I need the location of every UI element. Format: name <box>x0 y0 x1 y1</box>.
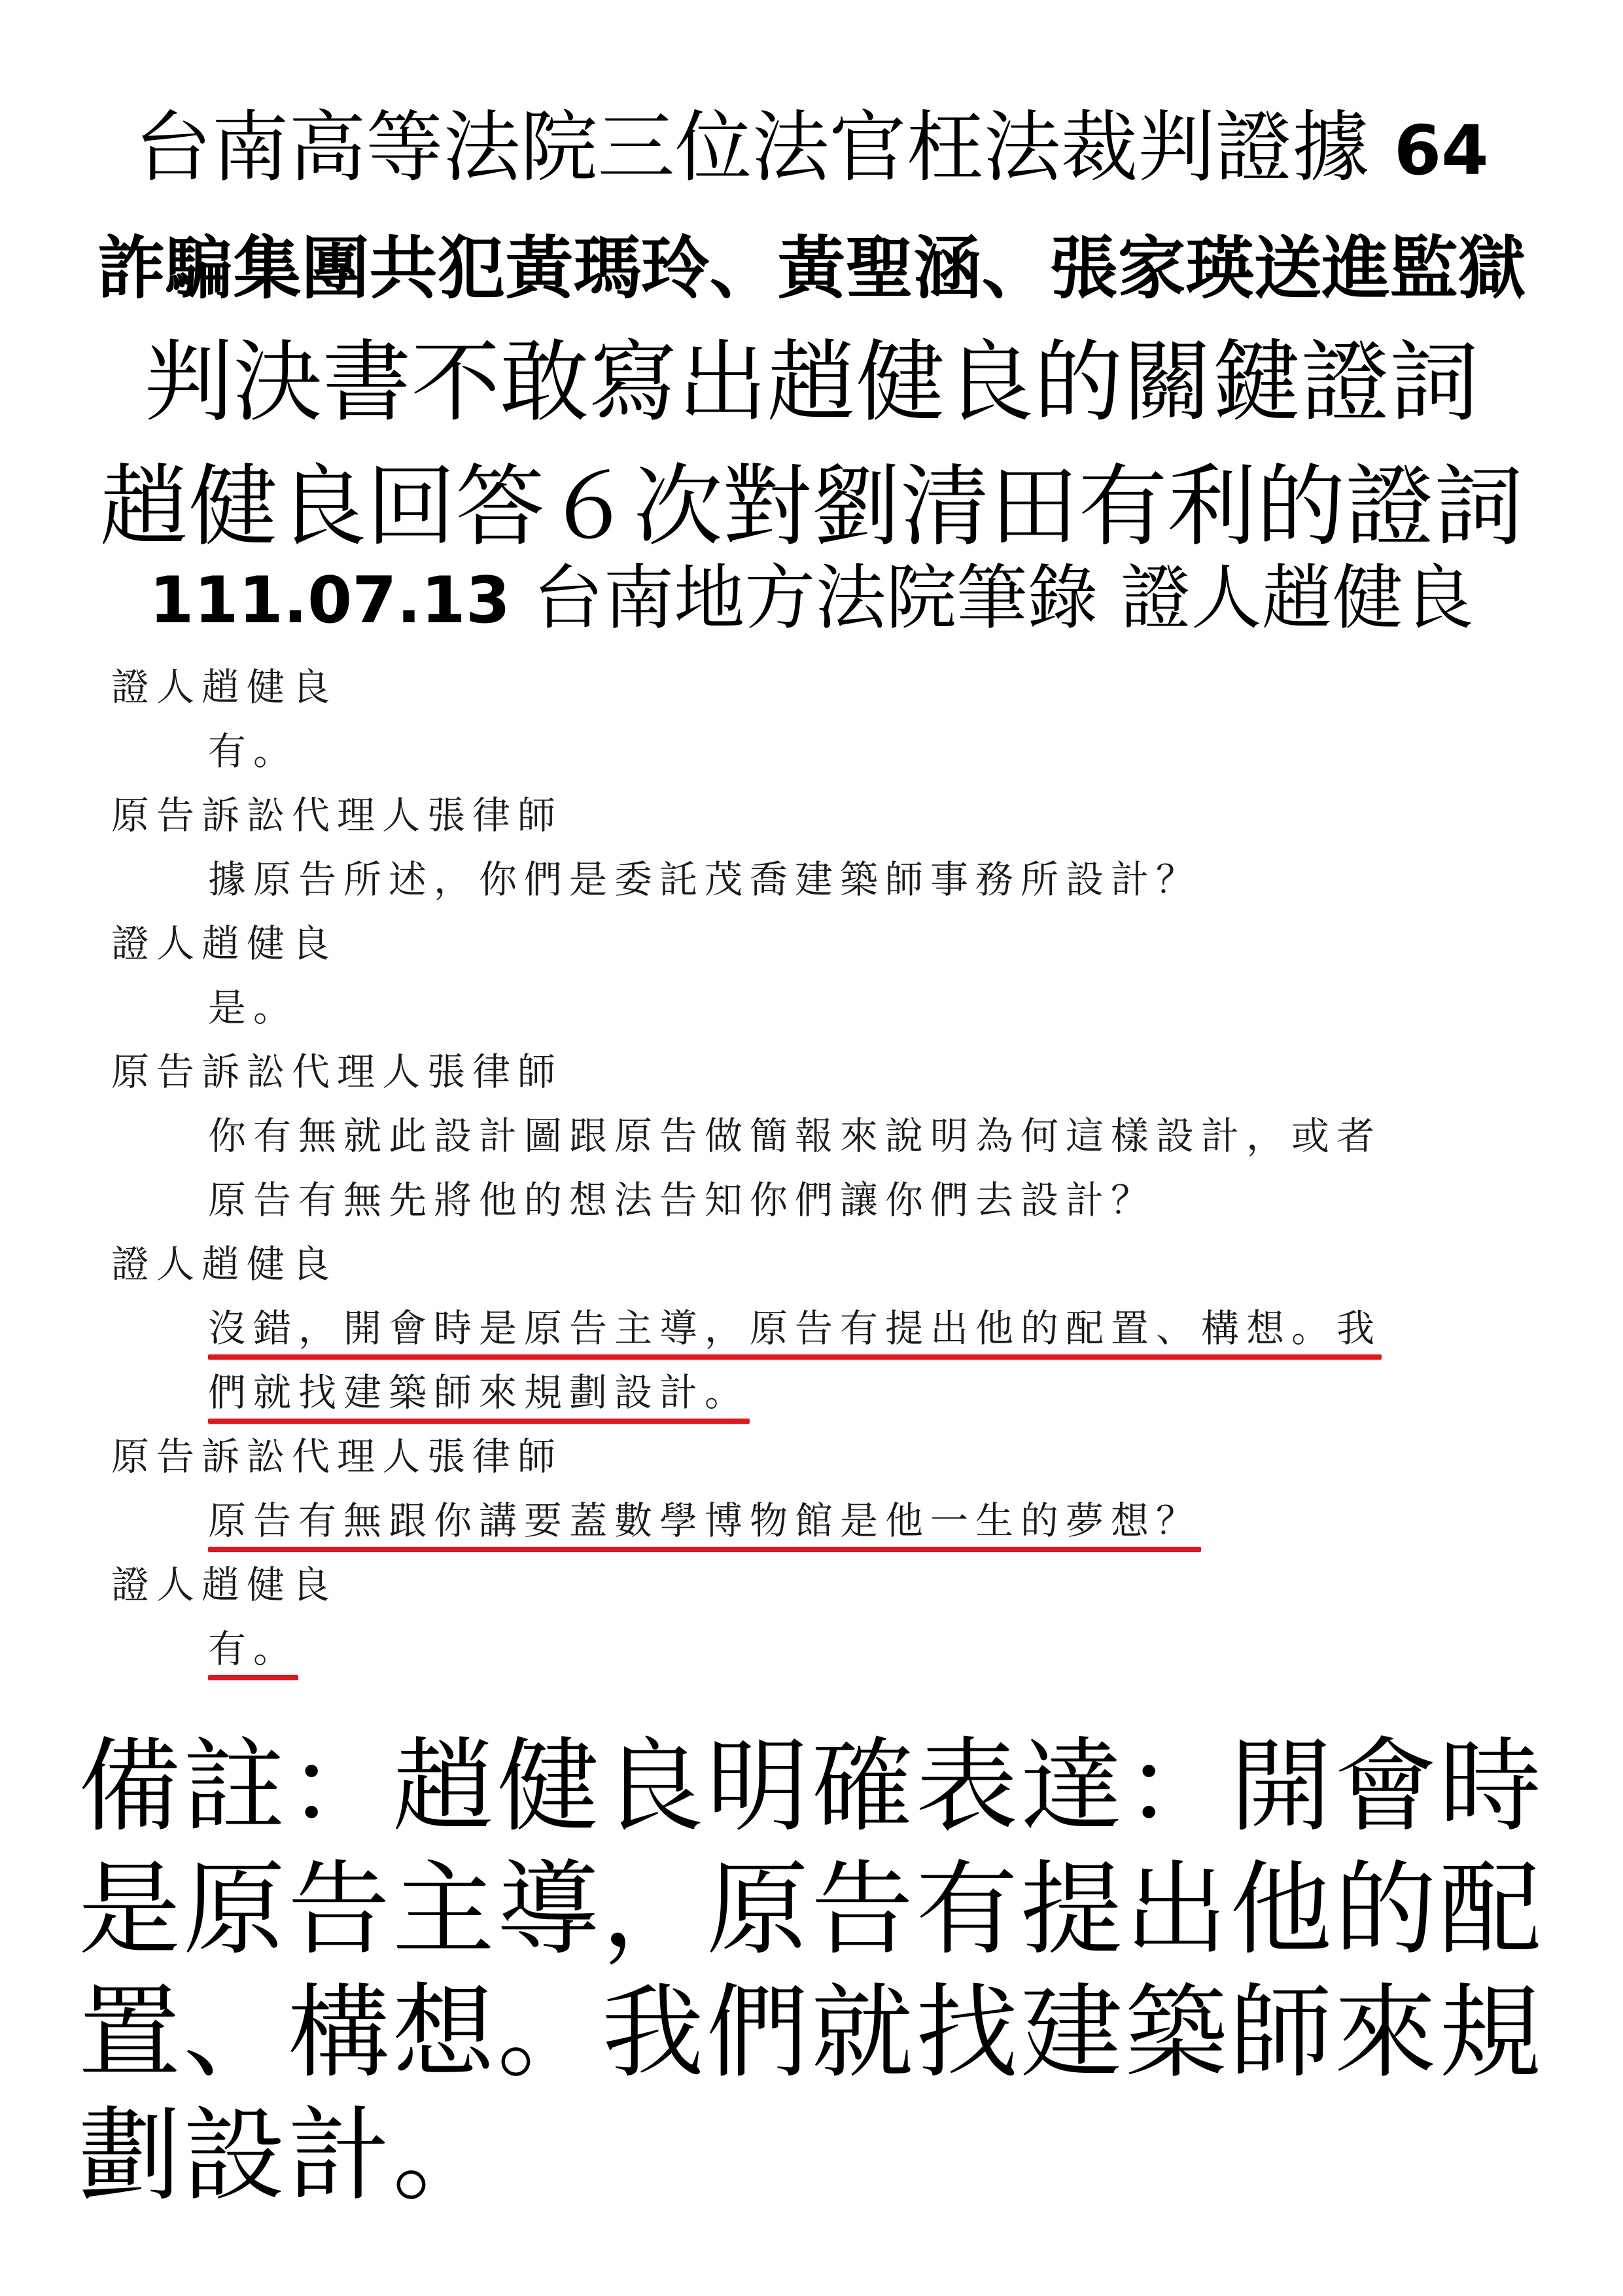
transcript-statement: 沒錯，開會時是原告主導，原告有提出他的配置、構想。我 <box>208 1306 1382 1351</box>
transcript-statement: 據原告所述，你們是委託茂喬建築師事務所設計？ <box>208 857 1202 902</box>
title-line-2: 詐騙集團共犯黃瑪玲、黃聖涵、張家瑛送進監獄 <box>97 228 1526 308</box>
transcript-speaker: 原告訴訟代理人張律師 <box>111 1050 563 1094</box>
title-line-1 <box>0 98 1623 200</box>
transcript-statement: 們就找建築師來規劃設計。 <box>208 1370 750 1415</box>
transcript-statement: 原告有無先將他的想法告知你們讓你們去設計？ <box>208 1178 1157 1222</box>
transcript-speaker: 原告訴訟代理人張律師 <box>111 793 563 838</box>
red-underline <box>208 1547 1201 1552</box>
transcript-speaker: 證人趙健良 <box>111 921 338 966</box>
remark-line: 備註：趙健良明確表達：開會時 <box>79 1727 1544 1846</box>
record-date: 111.07.13 <box>149 563 511 638</box>
red-underline <box>208 1419 750 1424</box>
title-line-5 <box>0 553 1623 646</box>
transcript-statement: 原告有無跟你講要蓋數學博物館是他一生的夢想？ <box>208 1498 1202 1543</box>
title-line-1-text: 台南高等法院三位法官枉法裁判證據 <box>134 102 1370 192</box>
record-source: 台南地方法院筆錄 證人趙健良 <box>532 557 1474 639</box>
title-line-4: 趙健良回答６次對劉清田有利的證詞 <box>99 455 1524 559</box>
court-transcript-excerpt <box>111 661 1518 1708</box>
transcript-statement: 是。 <box>208 985 299 1030</box>
transcript-statement: 有。 <box>208 729 299 773</box>
transcript-speaker: 原告訴訟代理人張律師 <box>111 1434 563 1479</box>
transcript-statement: 有。 <box>208 1627 299 1671</box>
transcript-statement: 你有無就此設計圖跟原告做簡報來說明為何這樣設計，或者 <box>208 1114 1382 1158</box>
remark-line: 劃設計。 <box>79 2096 497 2215</box>
red-underline <box>208 1354 1382 1360</box>
evidence-number: 64 <box>1393 111 1489 190</box>
red-underline <box>208 1675 298 1680</box>
transcript-speaker: 證人趙健良 <box>111 665 338 709</box>
transcript-speaker: 證人趙健良 <box>111 1563 338 1607</box>
remark-line: 是原告主導，原告有提出他的配 <box>79 1850 1544 1969</box>
title-line-3: 判決書不敢寫出趙健良的關鍵證詞 <box>144 331 1479 434</box>
transcript-speaker: 證人趙健良 <box>111 1242 338 1286</box>
remark-line: 置、構想。我們就找建築師來規 <box>79 1973 1544 2092</box>
